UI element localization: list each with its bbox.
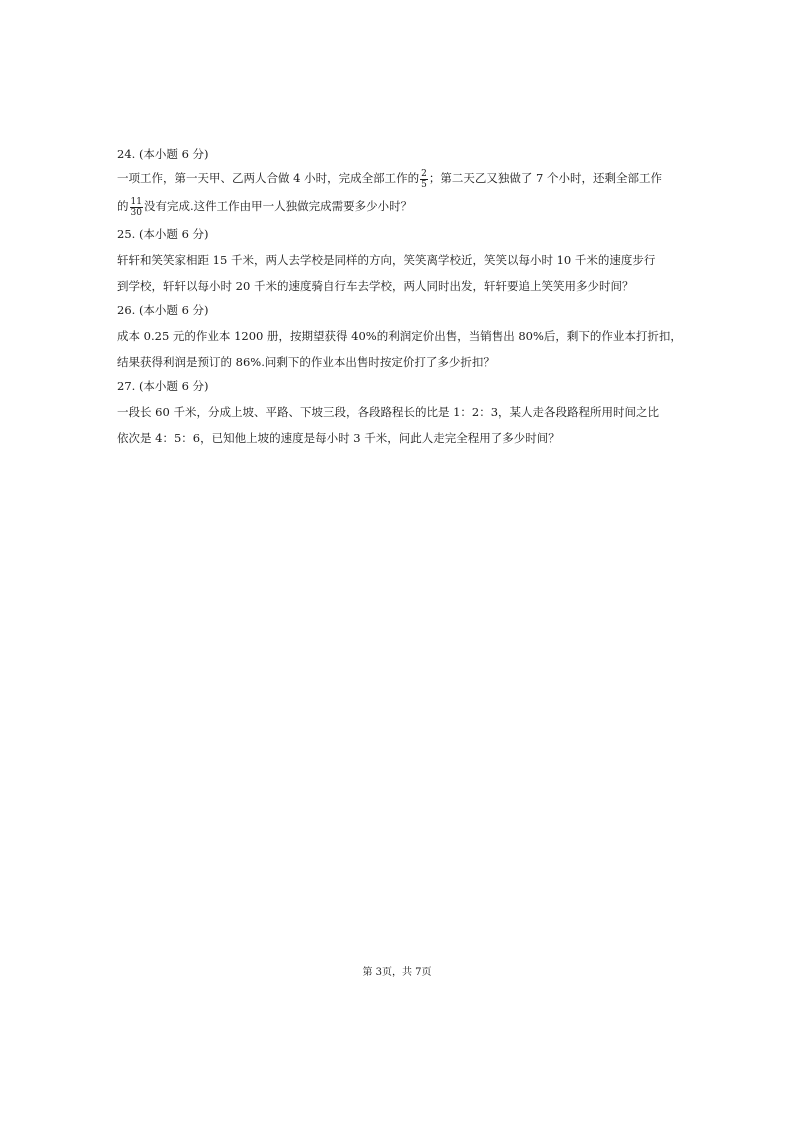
question-text-line: 依次是 4：5：6，已知他上坡的速度是每小时 3 千米，问此人走完全程用了多少时间？ (117, 431, 560, 445)
question-25 (117, 225, 687, 295)
fraction (420, 169, 428, 190)
question-header: 27. (本小题 6 分) (117, 379, 209, 393)
fraction (130, 197, 143, 218)
question-text: 没有完成.这件工作由甲一人独做完成需要多少小时？ (143, 199, 413, 213)
fraction-denominator: 5 (421, 179, 427, 190)
question-24 (117, 145, 687, 219)
question-27 (117, 377, 687, 447)
question-header: 25. (本小题 6 分) (117, 227, 209, 241)
question-list (117, 143, 687, 453)
question-header: 24. (本小题 6 分) (117, 147, 209, 161)
question-text-line: 成本 0.25 元的作业本 1200 册，按期望获得 40%的利润定价出售，当销售出 80%后，剩下的作业本打折扣， (117, 329, 682, 343)
question-text: ；第二天乙又独做了 7 个小时，还剩全部工作 (428, 171, 662, 185)
question-text: 的 (117, 199, 129, 213)
question-header: 26. (本小题 6 分) (117, 303, 209, 317)
question-text-line (117, 165, 687, 191)
fraction-denominator: 30 (130, 207, 142, 218)
page-footer: 第 3页，共 7页 (362, 967, 432, 978)
question-text-line: 结果获得利润是预订的 86%.问剩下的作业本出售时按定价打了多少折扣？ (117, 355, 495, 369)
question-text: 一项工作，第一天甲、乙两人合做 4 小时，完成全部工作的 (117, 171, 420, 185)
question-text-line: 一段长 60 千米，分成上坡、平路、下坡三段，各段路程长的比是 1：2：3，某人走各段路程所用时间之比 (117, 405, 660, 419)
fraction-numerator: 2 (421, 168, 427, 179)
question-text-line: 到学校，轩轩以每小时 20 千米的速度骑自行车去学校，两人同时出发，轩轩要追上笑笑用多少时间？ (117, 279, 634, 293)
fraction-numerator: 11 (130, 196, 142, 207)
question-26 (117, 301, 687, 371)
question-text-line (117, 193, 687, 219)
question-text-line: 轩轩和笑笑家相距 15 千米，两人去学校是同样的方向，笑笑离学校近，笑笑以每小时 10 千米的速度步行 (117, 253, 656, 267)
